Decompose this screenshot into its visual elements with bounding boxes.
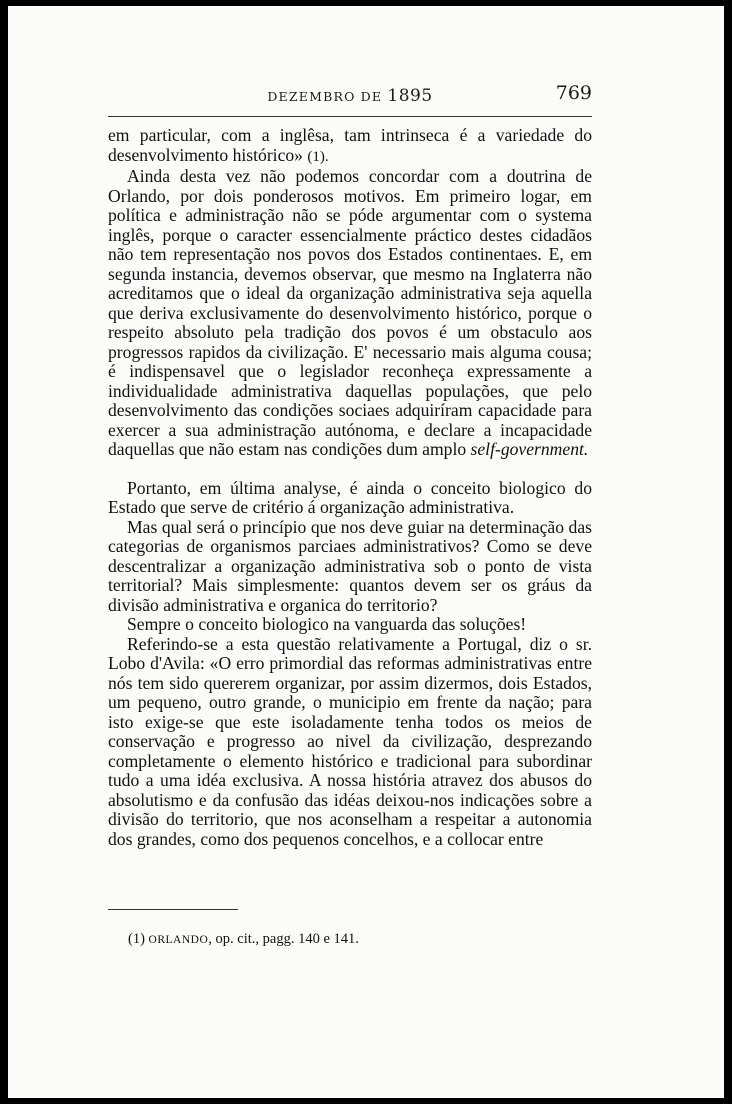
paragraph-5: Sempre o conceito biologico na vanguarda das soluções! [127,614,527,634]
paragraph-4: Mas qual será o princípio que nos deve guiar na determinação das categorias de organismos parciaes administrativos? Como se deve descentralizar a organização administrativa sob o ponto de vista territorial? Mais simplesmente: quantos devem ser os gráus da divisão administrativa e organica do territorio? [108,516,592,615]
footnote [128,931,578,948]
page-number: 769 [555,82,592,104]
body-text [108,126,592,849]
paragraph-2-italic: self-government. [470,439,589,459]
paragraph-3: Portanto, em última analyse, é ainda o conceito biologico do Estado que serve de critério á organização administrativa. [108,477,592,517]
header-rule [108,116,592,117]
footnote-rule [108,909,238,910]
footnote-author: ORLANDO [148,934,209,946]
running-title-text: DEZEMBRO DE [267,89,383,104]
running-title-year: 1895 [387,86,433,106]
footnote-reference: (1). [307,148,329,165]
paragraph-1 [108,126,592,167]
footnote-mark: (1) [128,931,145,947]
running-title [108,86,592,106]
paragraph-2 [108,167,592,460]
paragraph-6: Referindo-se a esta questão relativamente a Portugal, diz o sr. Lobo d'Avila: «O erro primordial das reformas administrativas entre nós tem sido quererem organizar, por assim dizermos, dois Estados, um pequeno, outro grande, o municipio em frente da nação; para isto exige-se que este isoladamente tenha todos os meios de conservação e progresso ao nivel da civilização, desprezando completamente o elemento histórico e tradicional para subordinar tudo a uma idéa exclusiva. A nossa história atravez dos abusos do absolutismo e da confusão das idéas deixou-nos indicações sobre a divisão do territorio, que nos aconselham a respeitar a autonomia dos grandes, como dos pequenos concelhos, e a collocar entre [108,633,592,849]
page-header [108,82,592,112]
paragraph-2-text: Ainda desta vez não podemos concordar com a doutrina de Orlando, por dois ponderosos motivos. Em primeiro logar, em política e administração não se póde argumentar com o systema inglês, porque o caracter essencialmente práctico destes cidadãos não tem representação nos povos dos Estados continentaes. E, em segunda instancia, devemos observar, que mesmo na Inglaterra não acreditamos que o ideal da organização administrativa seja aquella que deriva exclusivamente do desenvolvimento histórico, porque o respeito absoluto pela tradição dos povos é um obstaculo aos progressos rapidos da civilização. E' necessario mais alguma cousa; é indispensavel que o legislador reconheça expressamente a individualidade administrativa daquellas populações, que pelo desenvolvimento das condições sociaes adquiríram capacidade para exercer a sua administração autónoma, e declare a incapacidade daquellas que não estam nas condições dum amplo [108,166,592,459]
book-page [8,6,724,1098]
footnote-text: , op. cit., pagg. 140 e 141. [208,931,359,947]
paragraph-1-text: em particular, com a inglêsa, tam intrinseca é a variedade do desenvolvimento histórico» [108,125,592,165]
